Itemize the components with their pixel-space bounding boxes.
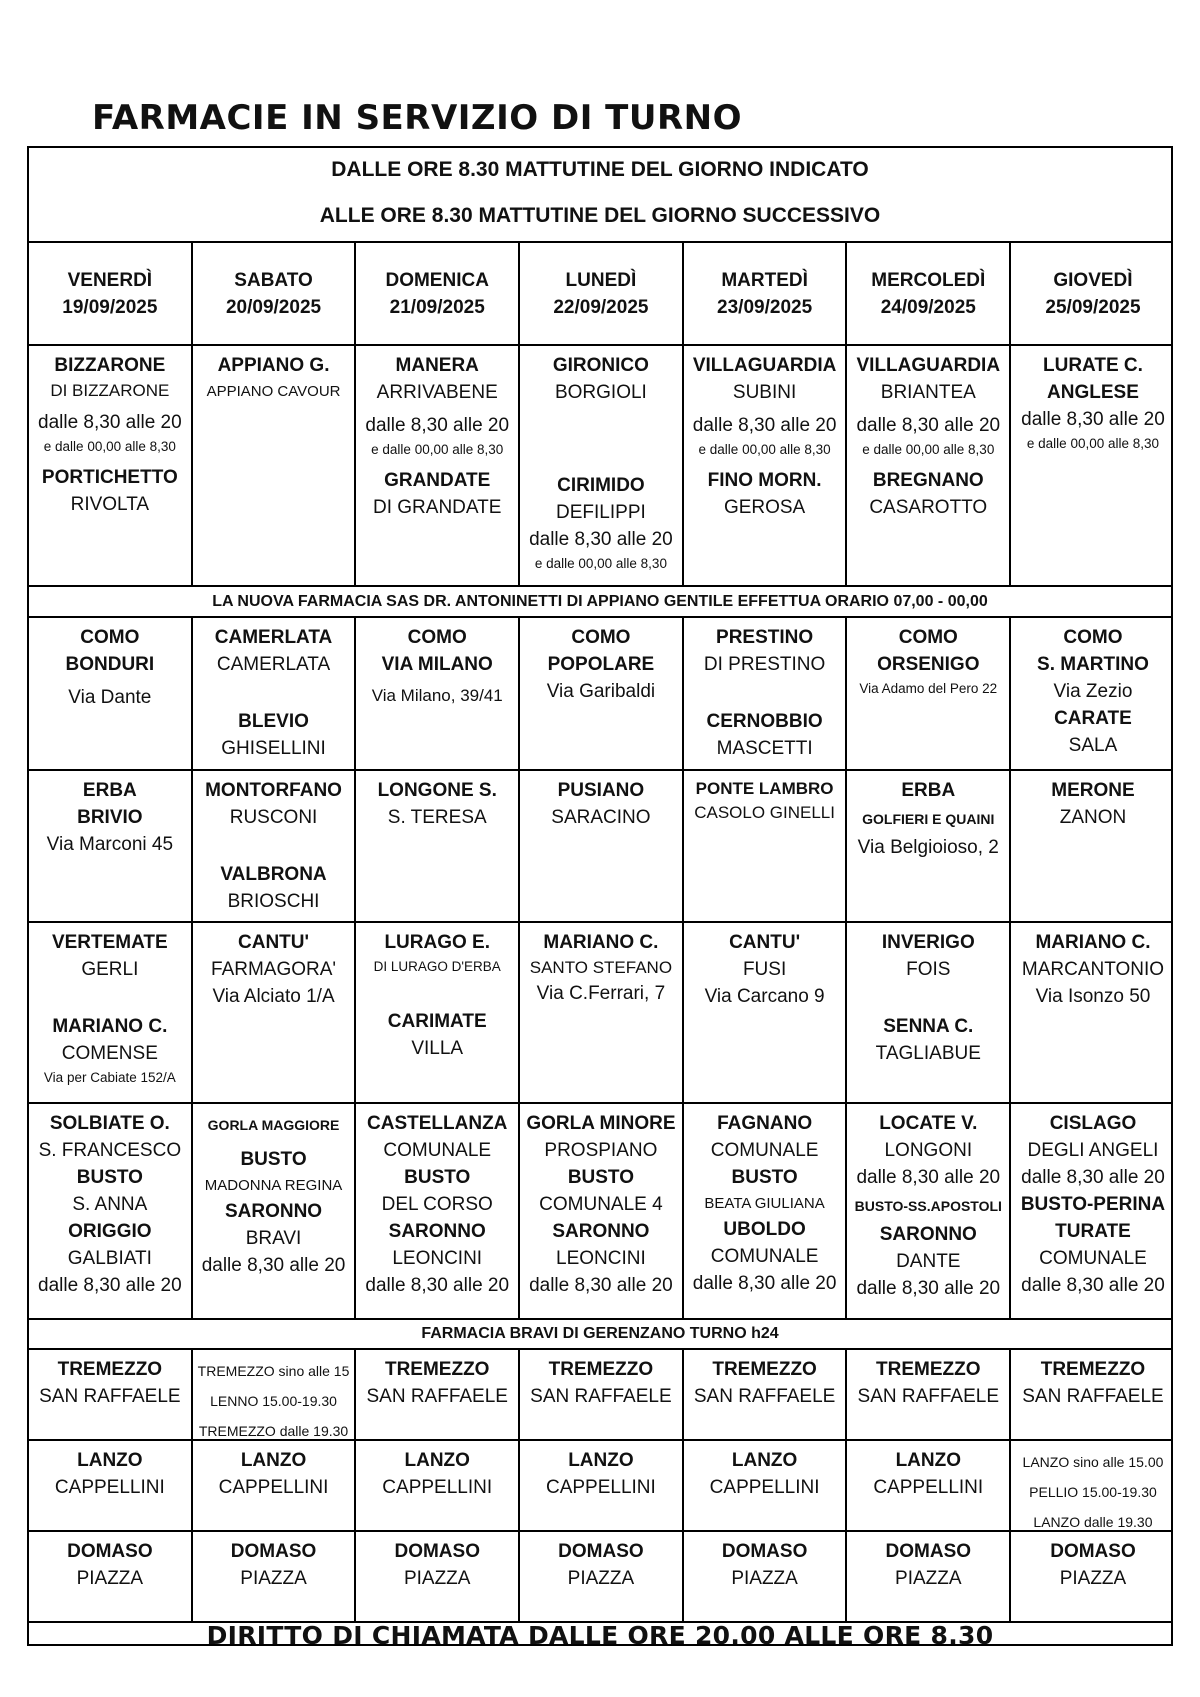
pharmacy-detail: PIAZZA bbox=[240, 1568, 307, 1589]
pharmacy-town: INVERIGO bbox=[881, 932, 975, 953]
pharmacy-cell bbox=[193, 1441, 357, 1530]
pharmacy-detail: Via Milano, 39/41 bbox=[371, 686, 503, 705]
pharmacy-cell bbox=[356, 923, 520, 1102]
day-date: 21/09/2025 bbox=[389, 297, 485, 318]
pharmacy-cell bbox=[1011, 618, 1173, 769]
schedule-table bbox=[27, 146, 1173, 1646]
pharmacy-town: BREGNANO bbox=[872, 470, 984, 491]
pharmacy-town: LANZO bbox=[240, 1450, 307, 1471]
pharmacy-detail: DEGLI ANGELI bbox=[1027, 1140, 1159, 1161]
pharmacy-detail: TREMEZZO dalle 19.30 bbox=[198, 1423, 349, 1439]
pharmacy-town: APPIANO G. bbox=[217, 355, 330, 376]
pharmacy-cell bbox=[847, 1532, 1011, 1621]
pharmacy-cell bbox=[1011, 1532, 1173, 1621]
pharmacy-detail: COMENSE bbox=[61, 1043, 158, 1064]
row-tremezzo-area bbox=[29, 1350, 1171, 1441]
pharmacy-town: CARATE bbox=[1054, 708, 1132, 729]
pharmacy-cell bbox=[356, 346, 520, 585]
pharmacy-town: PUSIANO bbox=[557, 780, 645, 801]
pharmacy-detail: S. ANNA bbox=[72, 1194, 148, 1215]
pharmacy-detail: PIAZZA bbox=[895, 1568, 962, 1589]
pharmacy-town: BUSTO bbox=[404, 1167, 471, 1188]
pharmacy-town: GORLA MAGGIORE bbox=[207, 1117, 340, 1133]
pharmacy-detail: dalle 8,30 alle 20 bbox=[529, 1275, 673, 1296]
hours-header bbox=[29, 148, 1171, 243]
pharmacy-detail: CAPPELLINI bbox=[873, 1477, 984, 1498]
pharmacy-detail: LANZO sino alle 15.00 bbox=[1022, 1454, 1164, 1470]
pharmacy-town: SARONNO bbox=[879, 1224, 977, 1245]
pharmacy-cell bbox=[29, 1350, 193, 1439]
pharmacy-cell bbox=[193, 923, 357, 1102]
pharmacy-detail: MASCETTI bbox=[716, 738, 813, 759]
pharmacy-town: DOMASO bbox=[394, 1541, 480, 1562]
pharmacy-detail: dalle 8,30 alle 20 bbox=[856, 1167, 1001, 1188]
day-header-cell bbox=[684, 243, 848, 344]
pharmacy-cell bbox=[29, 771, 193, 921]
pharmacy-detail: CAMERLATA bbox=[216, 654, 331, 675]
pharmacy-town: DOMASO bbox=[230, 1541, 317, 1562]
spacer bbox=[684, 678, 846, 708]
pharmacy-detail: dalle 8,30 alle 20 bbox=[692, 1273, 837, 1294]
spacer bbox=[356, 978, 518, 1008]
pharmacy-town: COMO bbox=[571, 627, 631, 648]
day-name: SABATO bbox=[234, 270, 313, 291]
pharmacy-detail: PROSPIANO bbox=[544, 1140, 658, 1161]
day-name: GIOVEDÌ bbox=[1053, 270, 1133, 291]
pharmacy-detail: GHISELLINI bbox=[221, 738, 326, 759]
hours-line-2: ALLE ORE 8.30 MATTUTINE DEL GIORNO SUCCESSIVO bbox=[319, 204, 881, 227]
hours-line-1: DALLE ORE 8.30 MATTUTINE DEL GIORNO INDICATO bbox=[331, 158, 869, 181]
notice-appiano: LA NUOVA FARMACIA SAS DR. ANTONINETTI DI APPIANO GENTILE EFFETTUA ORARIO 07,00 - 00,00 bbox=[29, 587, 1171, 618]
pharmacy-town: S. MARTINO bbox=[1037, 654, 1149, 675]
pharmacy-cell bbox=[29, 618, 193, 769]
pharmacy-detail: PIAZZA bbox=[567, 1568, 635, 1589]
pharmacy-detail: DEFILIPPI bbox=[556, 502, 646, 523]
pharmacy-cell bbox=[684, 618, 848, 769]
pharmacy-cell bbox=[356, 1532, 520, 1621]
pharmacy-town: LURAGO E. bbox=[384, 932, 490, 953]
pharmacy-detail: Via Dante bbox=[68, 687, 152, 708]
pharmacy-cell bbox=[520, 1104, 684, 1318]
pharmacy-cell bbox=[847, 1441, 1011, 1530]
pharmacy-town: GRANDATE bbox=[384, 470, 491, 491]
pharmacy-detail: e dalle 00,00 alle 8,30 bbox=[534, 556, 667, 571]
pharmacy-town: LANZO bbox=[77, 1450, 143, 1471]
pharmacy-cell bbox=[684, 1350, 848, 1439]
pharmacy-detail: Via Belgioioso, 2 bbox=[857, 837, 999, 858]
pharmacy-cell bbox=[520, 1441, 684, 1530]
pharmacy-detail: DI GRANDATE bbox=[373, 497, 502, 518]
pharmacy-town: TREMEZZO bbox=[384, 1359, 490, 1380]
pharmacy-detail: PIAZZA bbox=[76, 1568, 144, 1589]
pharmacy-town: DOMASO bbox=[558, 1541, 644, 1562]
pharmacy-detail: TREMEZZO sino alle 15 bbox=[197, 1363, 350, 1379]
pharmacy-detail: CAPPELLINI bbox=[545, 1477, 656, 1498]
day-header-cell bbox=[29, 243, 193, 344]
pharmacy-detail: dalle 8,30 alle 20 bbox=[856, 415, 1001, 436]
pharmacy-detail: SAN RAFFAELE bbox=[857, 1386, 1000, 1407]
pharmacy-cell bbox=[684, 1441, 848, 1530]
pharmacy-town: VIA MILANO bbox=[381, 654, 493, 675]
pharmacy-detail: SAN RAFFAELE bbox=[366, 1386, 508, 1407]
pharmacy-detail: ZANON bbox=[1059, 807, 1127, 828]
pharmacy-town: ORIGGIO bbox=[68, 1221, 152, 1242]
pharmacy-town: PORTICHETTO bbox=[41, 467, 178, 488]
pharmacy-town: CANTU' bbox=[238, 932, 310, 953]
pharmacy-cell bbox=[847, 1350, 1011, 1439]
pharmacy-detail: CAPPELLINI bbox=[218, 1477, 329, 1498]
pharmacy-town: FAGNANO bbox=[717, 1113, 813, 1134]
pharmacy-town: DOMASO bbox=[67, 1541, 153, 1562]
pharmacy-town: MERONE bbox=[1051, 780, 1135, 801]
day-date: 25/09/2025 bbox=[1045, 297, 1141, 318]
day-header-row bbox=[29, 243, 1171, 346]
row-appiano-area bbox=[29, 346, 1171, 587]
pharmacy-town: UBOLDO bbox=[723, 1219, 806, 1240]
pharmacy-town: MANERA bbox=[395, 355, 479, 376]
pharmacy-cell bbox=[193, 1532, 357, 1621]
pharmacy-cell bbox=[1011, 1104, 1173, 1318]
row-cantu-area bbox=[29, 923, 1171, 1104]
pharmacy-town: SARONNO bbox=[552, 1221, 650, 1242]
pharmacy-detail: e dalle 00,00 alle 8,30 bbox=[371, 442, 504, 457]
day-date: 19/09/2025 bbox=[62, 297, 158, 318]
pharmacy-town: TREMEZZO bbox=[876, 1359, 981, 1380]
pharmacy-town: CAMERLATA bbox=[214, 627, 333, 648]
pharmacy-cell bbox=[520, 1532, 684, 1621]
pharmacy-detail: dalle 8,30 alle 20 bbox=[529, 529, 673, 550]
pharmacy-town: VILLAGUARDIA bbox=[692, 355, 837, 376]
pharmacy-detail: Via Adamo del Pero 22 bbox=[859, 681, 998, 696]
pharmacy-town: FINO MORN. bbox=[707, 470, 822, 491]
pharmacy-town: CANTU' bbox=[729, 932, 801, 953]
pharmacy-detail: LONGONI bbox=[884, 1140, 973, 1161]
day-name: DOMENICA bbox=[385, 270, 489, 291]
pharmacy-detail: GERLI bbox=[81, 959, 139, 980]
pharmacy-detail: Via Isonzo 50 bbox=[1035, 986, 1151, 1007]
pharmacy-town: CARIMATE bbox=[387, 1011, 487, 1032]
pharmacy-cell bbox=[520, 1350, 684, 1439]
pharmacy-detail: MADONNA REGINA bbox=[204, 1177, 343, 1194]
pharmacy-detail: LENNO 15.00-19.30 bbox=[210, 1393, 337, 1409]
pharmacy-detail: APPIANO CAVOUR bbox=[206, 383, 341, 400]
pharmacy-detail: dalle 8,30 alle 20 bbox=[1021, 409, 1165, 430]
pharmacy-cell bbox=[29, 346, 193, 585]
pharmacy-cell bbox=[847, 618, 1011, 769]
pharmacy-town: BUSTO-SS.APOSTOLI bbox=[854, 1198, 1002, 1214]
day-date: 23/09/2025 bbox=[717, 297, 813, 318]
call-right-footer: DIRITTO DI CHIAMATA DALLE ORE 20.00 ALLE ORE 8.30 bbox=[206, 1620, 994, 1646]
pharmacy-town: CIRIMIDO bbox=[557, 475, 645, 496]
pharmacy-town: COMO bbox=[80, 627, 140, 648]
pharmacy-detail: Via Zezio bbox=[1053, 681, 1133, 702]
pharmacy-town: DOMASO bbox=[1050, 1541, 1136, 1562]
pharmacy-town: BLEVIO bbox=[238, 711, 309, 732]
pharmacy-cell bbox=[1011, 923, 1173, 1102]
pharmacy-town: SENNA C. bbox=[883, 1016, 974, 1037]
pharmacy-cell bbox=[847, 1104, 1011, 1318]
day-name: VENERDÌ bbox=[67, 270, 153, 291]
pharmacy-detail: DEL CORSO bbox=[381, 1194, 493, 1215]
spacer bbox=[520, 406, 682, 436]
pharmacy-town: COMO bbox=[1063, 627, 1123, 648]
pharmacy-cell bbox=[356, 1104, 520, 1318]
pharmacy-town: TREMEZZO bbox=[1040, 1359, 1146, 1380]
pharmacy-cell bbox=[193, 1104, 357, 1318]
pharmacy-detail: SALA bbox=[1068, 735, 1118, 756]
pharmacy-detail: COMUNALE 4 bbox=[539, 1194, 663, 1215]
pharmacy-detail: Via Marconi 45 bbox=[46, 834, 174, 855]
pharmacy-town: SOLBIATE O. bbox=[49, 1113, 170, 1134]
pharmacy-town: VERTEMATE bbox=[51, 932, 168, 953]
pharmacy-detail: CASAROTTO bbox=[869, 497, 988, 518]
pharmacy-detail: PIAZZA bbox=[731, 1568, 798, 1589]
pharmacy-detail: PIAZZA bbox=[1059, 1568, 1127, 1589]
pharmacy-town: MARIANO C. bbox=[543, 932, 659, 953]
day-date: 20/09/2025 bbox=[225, 297, 322, 318]
pharmacy-town: LANZO bbox=[731, 1450, 798, 1471]
pharmacy-detail: SAN RAFFAELE bbox=[530, 1386, 672, 1407]
pharmacy-detail: FARMAGORA' bbox=[211, 959, 337, 980]
pharmacy-cell bbox=[520, 618, 684, 769]
pharmacy-town: BRIVIO bbox=[77, 807, 143, 828]
pharmacy-detail: DI BIZZARONE bbox=[50, 381, 170, 400]
day-date: 24/09/2025 bbox=[880, 297, 976, 318]
pharmacy-detail: TAGLIABUE bbox=[875, 1043, 981, 1064]
pharmacy-detail: FUSI bbox=[742, 959, 787, 980]
pharmacy-cell bbox=[684, 346, 848, 585]
row-como-area bbox=[29, 618, 1171, 771]
pharmacy-town: POPOLARE bbox=[547, 654, 655, 675]
pharmacy-cell bbox=[1011, 1441, 1173, 1530]
spacer bbox=[193, 831, 355, 861]
pharmacy-town: MONTORFANO bbox=[205, 780, 342, 801]
pharmacy-detail: GEROSA bbox=[723, 497, 806, 518]
pharmacy-detail: dalle 8,30 alle 20 bbox=[365, 1275, 510, 1296]
pharmacy-cell bbox=[356, 771, 520, 921]
pharmacy-town: TREMEZZO bbox=[57, 1359, 163, 1380]
pharmacy-detail: Via Carcano 9 bbox=[704, 986, 825, 1007]
pharmacy-cell bbox=[29, 1532, 193, 1621]
pharmacy-detail: SAN RAFFAELE bbox=[1022, 1386, 1164, 1407]
pharmacy-detail: CAPPELLINI bbox=[709, 1477, 820, 1498]
pharmacy-town: BUSTO bbox=[567, 1167, 634, 1188]
pharmacy-cell bbox=[1011, 771, 1173, 921]
pharmacy-town: COMO bbox=[407, 627, 467, 648]
pharmacy-detail: dalle 8,30 alle 20 bbox=[692, 415, 837, 436]
page-title: FARMACIE IN SERVIZIO DI TURNO bbox=[92, 98, 743, 138]
pharmacy-detail: dalle 8,30 alle 20 bbox=[856, 1278, 1001, 1299]
pharmacy-detail: CAPPELLINI bbox=[54, 1477, 165, 1498]
pharmacy-town: CISLAGO bbox=[1049, 1113, 1137, 1134]
pharmacy-town: MARIANO C. bbox=[52, 1016, 168, 1037]
pharmacy-detail: Via Alciato 1/A bbox=[212, 986, 335, 1007]
pharmacy-cell bbox=[520, 346, 684, 585]
pharmacy-detail: COMUNALE bbox=[710, 1246, 819, 1267]
pharmacy-detail: VILLA bbox=[411, 1038, 464, 1059]
pharmacy-cell bbox=[847, 346, 1011, 585]
pharmacy-town: DOMASO bbox=[885, 1541, 972, 1562]
pharmacy-detail: COMUNALE bbox=[383, 1140, 492, 1161]
pharmacy-detail: CAPPELLINI bbox=[382, 1477, 493, 1498]
pharmacy-detail: LANZO dalle 19.30 bbox=[1033, 1514, 1153, 1530]
pharmacy-detail: e dalle 00,00 alle 8,30 bbox=[698, 442, 831, 457]
pharmacy-town: LURATE C. bbox=[1043, 355, 1143, 376]
pharmacy-detail: dalle 8,30 alle 20 bbox=[38, 1275, 182, 1296]
pharmacy-cell bbox=[847, 771, 1011, 921]
pharmacy-cell bbox=[193, 346, 357, 585]
pharmacy-detail: dalle 8,30 alle 20 bbox=[38, 412, 182, 433]
pharmacy-town: LANZO bbox=[404, 1450, 470, 1471]
pharmacy-detail: Via Garibaldi bbox=[546, 681, 656, 702]
pharmacy-town: ORSENIGO bbox=[877, 654, 980, 675]
pharmacy-detail: dalle 8,30 alle 20 bbox=[365, 415, 510, 436]
pharmacy-town: GIRONICO bbox=[552, 355, 649, 376]
pharmacy-detail: CASOLO GINELLI bbox=[694, 803, 835, 822]
pharmacy-cell bbox=[684, 923, 848, 1102]
pharmacy-detail: e dalle 00,00 alle 8,30 bbox=[1026, 436, 1160, 451]
pharmacy-detail: GALBIATI bbox=[67, 1248, 152, 1269]
pharmacy-detail: SAN RAFFAELE bbox=[693, 1386, 836, 1407]
day-header-cell bbox=[520, 243, 684, 344]
pharmacy-detail: RUSCONI bbox=[229, 807, 318, 828]
pharmacy-cell bbox=[684, 771, 848, 921]
pharmacy-cell bbox=[520, 923, 684, 1102]
pharmacy-cell bbox=[356, 618, 520, 769]
spacer bbox=[193, 678, 355, 708]
pharmacy-town: ERBA bbox=[901, 780, 956, 801]
day-date: 22/09/2025 bbox=[553, 297, 649, 318]
pharmacy-town: GOLFIERI E QUAINI bbox=[862, 811, 995, 827]
pharmacy-detail: e dalle 00,00 alle 8,30 bbox=[862, 442, 995, 457]
pharmacy-town: CASTELLANZA bbox=[367, 1113, 508, 1134]
pharmacy-town: TREMEZZO bbox=[712, 1359, 817, 1380]
pharmacy-town: COMO bbox=[898, 627, 958, 648]
pharmacy-town: BUSTO-PERINA bbox=[1020, 1194, 1166, 1215]
pharmacy-town: BIZZARONE bbox=[54, 355, 166, 376]
day-name: MERCOLEDÌ bbox=[871, 270, 986, 291]
pharmacy-detail: BRIANTEA bbox=[880, 382, 976, 403]
pharmacy-town: ERBA bbox=[82, 780, 137, 801]
pharmacy-cell bbox=[1011, 346, 1173, 585]
pharmacy-town: LONGONE S. bbox=[377, 780, 497, 801]
pharmacy-detail: e dalle 00,00 alle 8,30 bbox=[43, 439, 176, 454]
pharmacy-town: BUSTO bbox=[731, 1167, 798, 1188]
pharmacy-cell bbox=[356, 1350, 520, 1439]
day-header-cell bbox=[1011, 243, 1173, 344]
row-lanzo-area bbox=[29, 1441, 1171, 1532]
pharmacy-town: VALBRONA bbox=[220, 864, 327, 885]
pharmacy-cell bbox=[29, 1104, 193, 1318]
pharmacy-town: BUSTO bbox=[240, 1149, 307, 1170]
pharmacy-detail: MARCANTONIO bbox=[1021, 959, 1165, 980]
pharmacy-cell bbox=[847, 923, 1011, 1102]
pharmacy-town: SARONNO bbox=[388, 1221, 486, 1242]
row-varese-area bbox=[29, 1104, 1171, 1320]
pharmacy-town: LANZO bbox=[568, 1450, 634, 1471]
pharmacy-town: PRESTINO bbox=[716, 627, 814, 648]
row-erba-area bbox=[29, 771, 1171, 923]
pharmacy-detail: S. FRANCESCO bbox=[38, 1140, 182, 1161]
pharmacy-town: ANGLESE bbox=[1047, 382, 1139, 403]
pharmacy-detail: dalle 8,30 alle 20 bbox=[1021, 1275, 1165, 1296]
pharmacy-town: SARONNO bbox=[224, 1201, 323, 1222]
pharmacy-town: TURATE bbox=[1055, 1221, 1131, 1242]
pharmacy-cell bbox=[684, 1532, 848, 1621]
pharmacy-cell bbox=[684, 1104, 848, 1318]
pharmacy-town: CERNOBBIO bbox=[706, 711, 823, 732]
pharmacy-cell bbox=[29, 1441, 193, 1530]
day-name: MARTEDÌ bbox=[721, 270, 808, 291]
pharmacy-detail: ARRIVABENE bbox=[376, 382, 498, 403]
day-header-cell bbox=[356, 243, 520, 344]
pharmacy-town: TREMEZZO bbox=[548, 1359, 654, 1380]
pharmacy-detail: SAN RAFFAELE bbox=[39, 1386, 181, 1407]
spacer bbox=[520, 436, 682, 466]
pharmacy-detail: BRAVI bbox=[245, 1228, 302, 1249]
row-domaso-area bbox=[29, 1532, 1171, 1623]
pharmacy-town: GORLA MINORE bbox=[526, 1113, 676, 1134]
pharmacy-detail: BORGIOLI bbox=[554, 382, 647, 403]
pharmacy-detail: COMUNALE bbox=[710, 1140, 819, 1161]
pharmacy-detail: LEONCINI bbox=[392, 1248, 483, 1269]
pharmacy-cell bbox=[193, 618, 357, 769]
pharmacy-detail: RIVOLTA bbox=[70, 494, 150, 515]
pharmacy-cell bbox=[520, 771, 684, 921]
pharmacy-detail: SUBINI bbox=[732, 382, 797, 403]
pharmacy-cell bbox=[1011, 1350, 1173, 1439]
pharmacy-town: LOCATE V. bbox=[879, 1113, 978, 1134]
pharmacy-town: MARIANO C. bbox=[1035, 932, 1151, 953]
pharmacy-town: BONDURI bbox=[65, 654, 155, 675]
pharmacy-cell bbox=[29, 923, 193, 1102]
pharmacy-detail: S. TERESA bbox=[387, 807, 487, 828]
spacer bbox=[29, 983, 191, 1013]
pharmacy-detail: dalle 8,30 alle 20 bbox=[201, 1255, 346, 1276]
pharmacy-detail: LEONCINI bbox=[556, 1248, 646, 1269]
pharmacy-detail: PIAZZA bbox=[403, 1568, 471, 1589]
day-name: LUNEDÌ bbox=[565, 270, 637, 291]
pharmacy-detail: Via C.Ferrari, 7 bbox=[536, 983, 666, 1004]
pharmacy-detail: DI LURAGO D'ERBA bbox=[373, 959, 501, 974]
pharmacy-detail: SANTO STEFANO bbox=[529, 958, 673, 977]
pharmacy-town: BUSTO bbox=[76, 1167, 143, 1188]
day-header-cell bbox=[847, 243, 1011, 344]
pharmacy-detail: dalle 8,30 alle 20 bbox=[1021, 1167, 1165, 1188]
pharmacy-cell bbox=[193, 1350, 357, 1439]
pharmacy-detail: BEATA GIULIANA bbox=[704, 1195, 825, 1212]
pharmacy-detail: BRIOSCHI bbox=[227, 891, 320, 912]
pharmacy-town: PONTE LAMBRO bbox=[695, 779, 834, 798]
pharmacy-cell bbox=[356, 1441, 520, 1530]
day-header-cell bbox=[193, 243, 357, 344]
spacer bbox=[847, 983, 1009, 1013]
pharmacy-detail: SARACINO bbox=[551, 807, 651, 828]
pharmacy-detail: COMUNALE bbox=[1039, 1248, 1147, 1269]
notice-gerenzano: FARMACIA BRAVI DI GERENZANO TURNO h24 bbox=[29, 1320, 1171, 1350]
pharmacy-detail: PELLIO 15.00-19.30 bbox=[1029, 1484, 1157, 1500]
pharmacy-town: VILLAGUARDIA bbox=[856, 355, 1001, 376]
pharmacy-town: DOMASO bbox=[721, 1541, 808, 1562]
pharmacy-town: LANZO bbox=[895, 1450, 961, 1471]
pharmacy-detail: DI PRESTINO bbox=[703, 654, 826, 675]
pharmacy-detail: DANTE bbox=[896, 1251, 961, 1272]
pharmacy-detail: Via per Cabiate 152/A bbox=[43, 1070, 176, 1085]
pharmacy-detail: FOIS bbox=[906, 959, 951, 980]
pharmacy-cell bbox=[193, 771, 357, 921]
